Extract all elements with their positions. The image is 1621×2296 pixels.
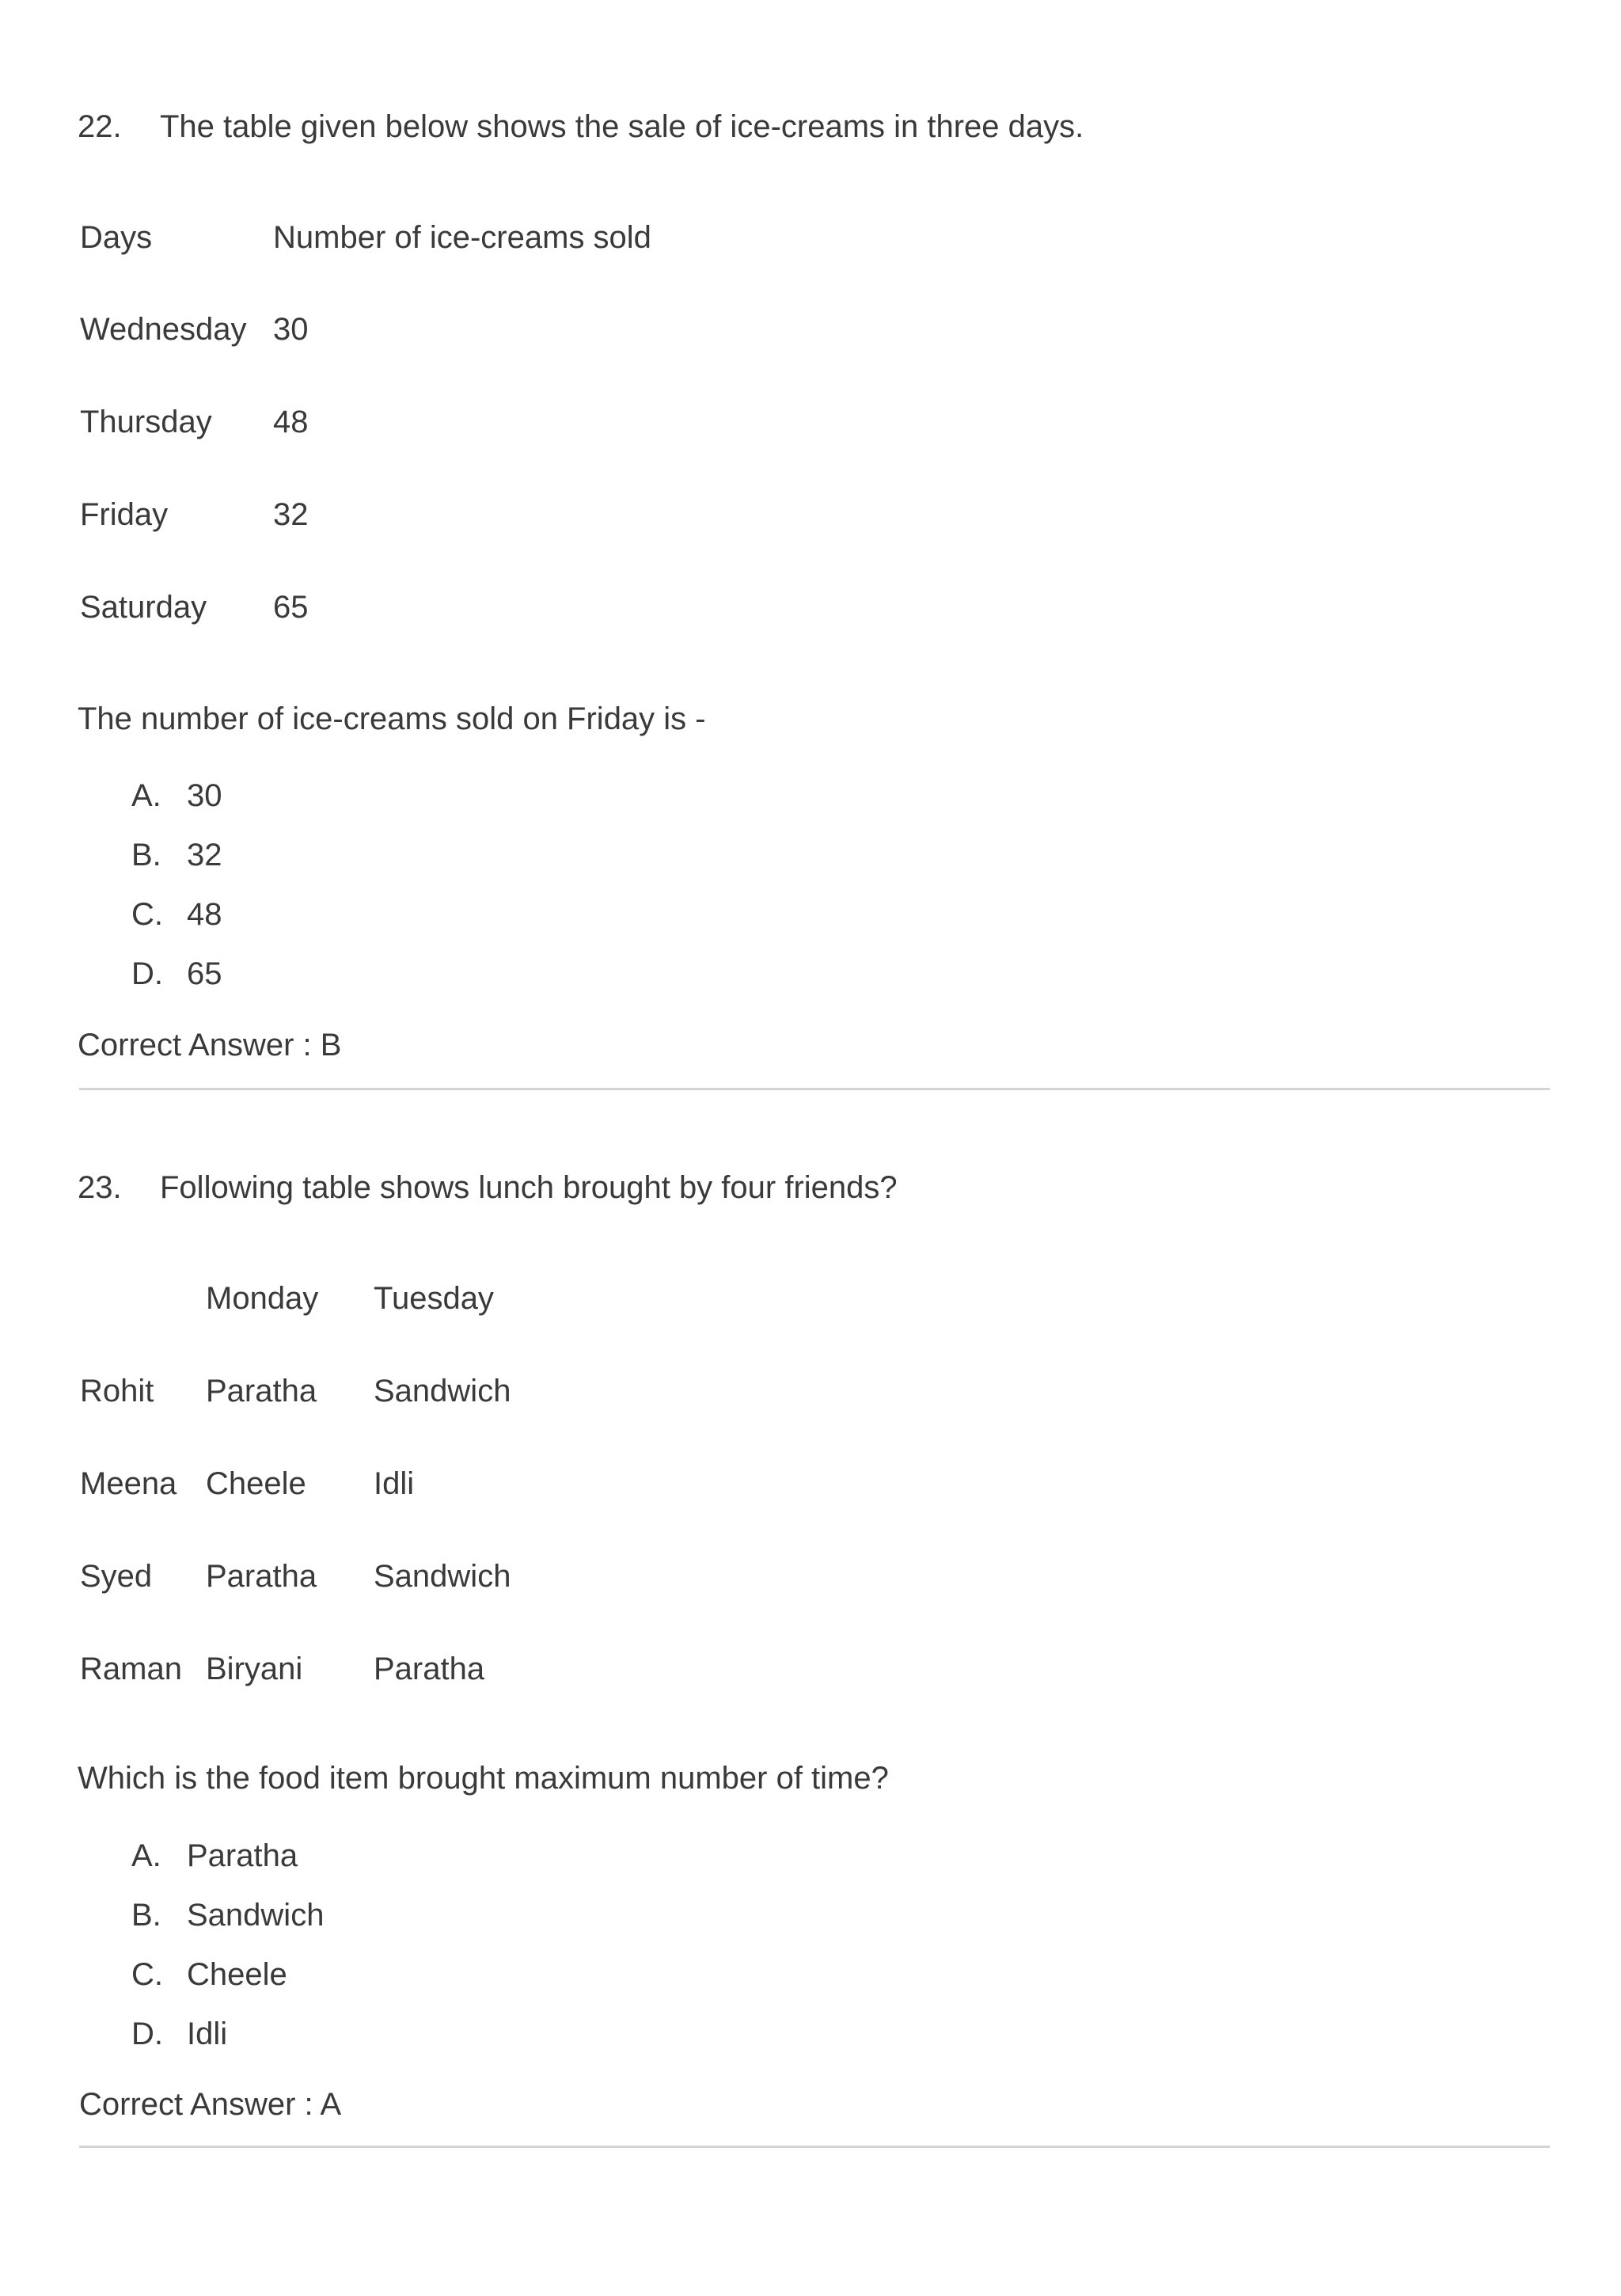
table-cell: 65 bbox=[273, 590, 309, 625]
table-cell: Rohit bbox=[80, 1374, 154, 1408]
table-cell: 30 bbox=[273, 312, 309, 347]
option-text: Paratha bbox=[187, 1838, 298, 1873]
table-cell: Paratha bbox=[206, 1559, 317, 1594]
table-cell: Sandwich bbox=[374, 1374, 511, 1408]
option-text: 30 bbox=[187, 778, 222, 813]
question-prompt: Which is the food item brought maximum number of time? bbox=[78, 1761, 889, 1796]
table-header: Tuesday bbox=[374, 1281, 494, 1316]
option-text: Sandwich bbox=[187, 1898, 325, 1933]
question-text: Following table shows lunch brought by four friends? bbox=[160, 1170, 898, 1205]
correct-answer: Correct Answer : B bbox=[78, 1028, 342, 1062]
table-cell: Biryani bbox=[206, 1652, 303, 1686]
table-cell: Idli bbox=[374, 1466, 415, 1501]
option-letter: C. bbox=[131, 1957, 163, 1992]
option-letter: A. bbox=[131, 778, 161, 813]
option-text: 32 bbox=[187, 838, 222, 872]
question-number: 23. bbox=[78, 1170, 122, 1205]
table-cell: Cheele bbox=[206, 1466, 306, 1501]
table-cell: Saturday bbox=[80, 590, 207, 625]
option-text: Cheele bbox=[187, 1957, 287, 1992]
option-text: 65 bbox=[187, 956, 222, 991]
question-number: 22. bbox=[78, 109, 122, 144]
table-header: Days bbox=[80, 220, 153, 255]
table-cell: Friday bbox=[80, 497, 169, 532]
table-cell: 32 bbox=[273, 497, 309, 532]
correct-answer: Correct Answer : A bbox=[79, 2087, 342, 2122]
table-cell: Wednesday bbox=[80, 312, 247, 347]
table-cell: Thursday bbox=[80, 405, 212, 439]
table-cell: 48 bbox=[273, 405, 309, 439]
option-letter: D. bbox=[131, 2017, 163, 2051]
table-cell: Paratha bbox=[374, 1652, 485, 1686]
table-cell: Paratha bbox=[206, 1374, 317, 1408]
question-text: The table given below shows the sale of ice-creams in three days. bbox=[160, 109, 1084, 144]
option-letter: B. bbox=[131, 838, 161, 872]
table-cell: Raman bbox=[80, 1652, 182, 1686]
table-header: Number of ice-creams sold bbox=[273, 220, 651, 255]
option-letter: D. bbox=[131, 956, 163, 991]
option-letter: B. bbox=[131, 1898, 161, 1933]
option-letter: A. bbox=[131, 1838, 161, 1873]
table-header: Monday bbox=[206, 1281, 319, 1316]
divider bbox=[79, 2146, 1550, 2148]
divider bbox=[79, 1088, 1550, 1090]
table-cell: Meena bbox=[80, 1466, 177, 1501]
option-text: Idli bbox=[187, 2017, 228, 2051]
table-cell: Syed bbox=[80, 1559, 153, 1594]
table-cell: Sandwich bbox=[374, 1559, 511, 1594]
option-text: 48 bbox=[187, 897, 222, 932]
question-prompt: The number of ice-creams sold on Friday is - bbox=[78, 701, 706, 736]
option-letter: C. bbox=[131, 897, 163, 932]
